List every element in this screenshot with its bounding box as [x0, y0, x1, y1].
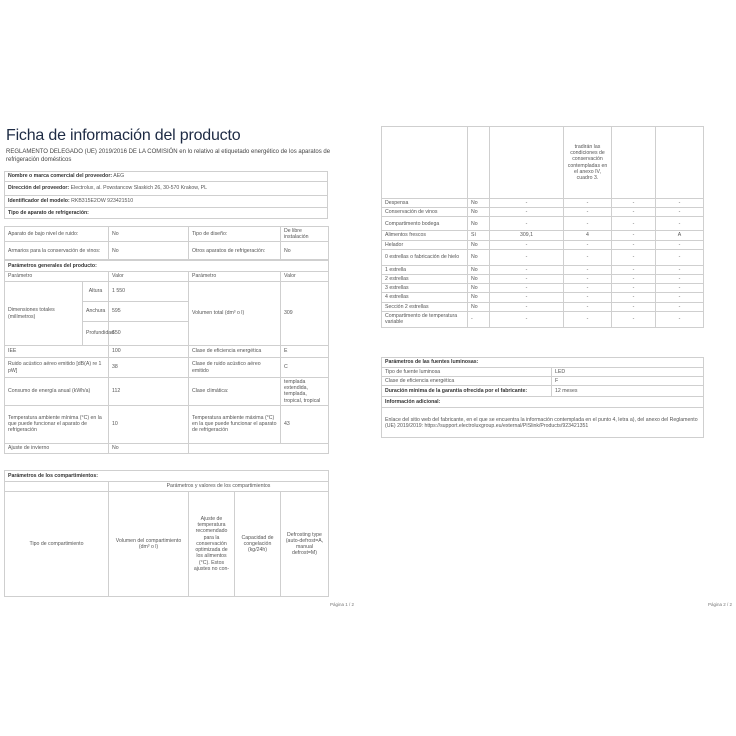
- general-row: Consumo de energía anual (kWh/a) 112 Clase climática: templada extendida, templada, tropical, tropical: [5, 378, 329, 406]
- supplier-name-row: Nombre o marca comercial del proveedor: AEG: [5, 172, 328, 182]
- compartment-row: 0 estrellas o fabricación de hielo No - - - -: [382, 249, 704, 265]
- comp-col-header: Defrosting type (auto-defrost=A, manual defrost=M): [281, 492, 329, 597]
- additional-header: Información adicional:: [382, 397, 704, 408]
- general-row: IEE 100 Clase de eficiencia energética E: [5, 346, 329, 358]
- dimension-row: Profundidad 650: [5, 322, 329, 346]
- supplier-table: [4, 171, 328, 219]
- page-number: Página 2 / 2: [708, 602, 733, 607]
- compartments-header: Parámetros de los compartimientos:: [5, 471, 329, 482]
- compartment-row: Helador No - - - -: [382, 240, 704, 249]
- compartment-rows-table: [381, 198, 704, 328]
- compartments-table: [4, 470, 329, 597]
- compartment-row: 3 estrellas No - - - -: [382, 284, 704, 293]
- value-col-header: Valor: [281, 272, 329, 282]
- comp-col-header: Capacidad de congelación (kg/24h): [235, 492, 281, 597]
- comp-col-header: Ajuste de temperatura recomendado para la conservación optimizada de los alimentos (°C). Estos ajustes no con-: [189, 492, 235, 597]
- continued-text: tradirán las condiciones de conservación contempladas en el anexo IV, cuadro 3.: [564, 127, 612, 199]
- page-number: Página 1 / 2: [330, 602, 355, 607]
- compartment-row: 4 estrellas No - - - -: [382, 293, 704, 302]
- light-row: Clase de eficiencia energética F: [382, 377, 704, 386]
- compartment-row: Compartimento bodega No - - - -: [382, 217, 704, 231]
- compartments-continued-table: [381, 126, 704, 199]
- general-row: Temperatura ambiente mínima (°C) en la que puede funcionar el aparato de refrigeración 10 Temperatura ambiente máxima (°C) en la que puede funcionar el aparato de refrigeración 43: [5, 405, 329, 443]
- type-header: Tipo de aparato de refrigeración:: [5, 208, 328, 219]
- page-2: [378, 121, 734, 611]
- general-header: Parámetros generales del producto:: [5, 261, 329, 272]
- dimensions-label: Dimensiones totales (milímetros): [5, 282, 83, 346]
- volume-value: 309: [281, 282, 329, 346]
- light-row: Tipo de fuente luminosa LED: [382, 368, 704, 377]
- compartment-row: Despensa No - - - -: [382, 199, 704, 208]
- page-1: [0, 121, 372, 611]
- winter-row: Ajuste de invierno No: [5, 443, 329, 453]
- supplier-address-row: Dirección del proveedor: Electrolux, al. Powstancow Slaskich 26, 30-570 Krakow, PL: [5, 182, 328, 196]
- compartment-row: 2 estrellas No - - - -: [382, 275, 704, 284]
- compartment-row: 1 estrella No - - - -: [382, 265, 704, 274]
- regulation-text: REGLAMENTO DELEGADO (UE) 2019/2016 DE LA COMISIÓN en lo relativo al etiquetado energético de los aparatos de refrigeración domésticos: [6, 149, 331, 163]
- light-header: Parámetros de las fuentes luminosas:: [382, 358, 704, 368]
- param-col-header: Parámetro: [189, 272, 281, 282]
- general-row: Ruido acústico aéreo emitido [dB(A) re 1 pW] 38 Clase de ruido acústico aéreo emitido C: [5, 358, 329, 378]
- compartment-row: Sección 2 estrellas No - - - -: [382, 302, 704, 311]
- additional-text: Enlace del sitio web del fabricante, en el que se encuentra la información contemplada en el punto 4, letra a), del anexo del Reglamento (UE) 2019/2019: https://support.electroluxgroup.eu/external/PISlink/Products/923421351: [382, 408, 704, 438]
- param-col-header: Parámetro: [5, 272, 109, 282]
- dimension-row: Dimensiones totales (milímetros) Altura 1 550 Volumen total (dm³ o l) 309: [5, 282, 329, 302]
- compartment-row: Conservación de vinos No - - - -: [382, 208, 704, 217]
- compartments-subheader: Parámetros y valores de los compartimientos: [109, 482, 329, 492]
- compartment-type-label: Tipo de compartimiento: [5, 492, 109, 597]
- light-table: [381, 357, 704, 438]
- general-parameters-table: [4, 260, 329, 454]
- type-row: Aparato de bajo nivel de ruido: No Tipo de diseño: De libre instalación: [5, 227, 329, 242]
- compartment-row: Alimentos frescos Sí 309,1 4 - A: [382, 231, 704, 240]
- model-row: Identificador del modelo: RKB315E2OW 923421510: [5, 196, 328, 208]
- volume-label: Volumen total (dm³ o l): [189, 282, 281, 346]
- value-col-header: Valor: [109, 272, 189, 282]
- type-row: Armarios para la conservación de vinos: No Otros aparatos de refrigeración: No: [5, 242, 329, 260]
- document-title: Ficha de información del producto: [6, 127, 241, 144]
- comp-col-header: Volumen del compartimiento (dm³ o l): [109, 492, 189, 597]
- compartment-row: Compartimento de temperatura variable - - - - -: [382, 311, 704, 327]
- warranty-row: Duración mínima de la garantía ofrecida por el fabricante: 12 meses: [382, 386, 704, 397]
- dimension-row: Anchura 595: [5, 302, 329, 322]
- type-table: [4, 226, 329, 260]
